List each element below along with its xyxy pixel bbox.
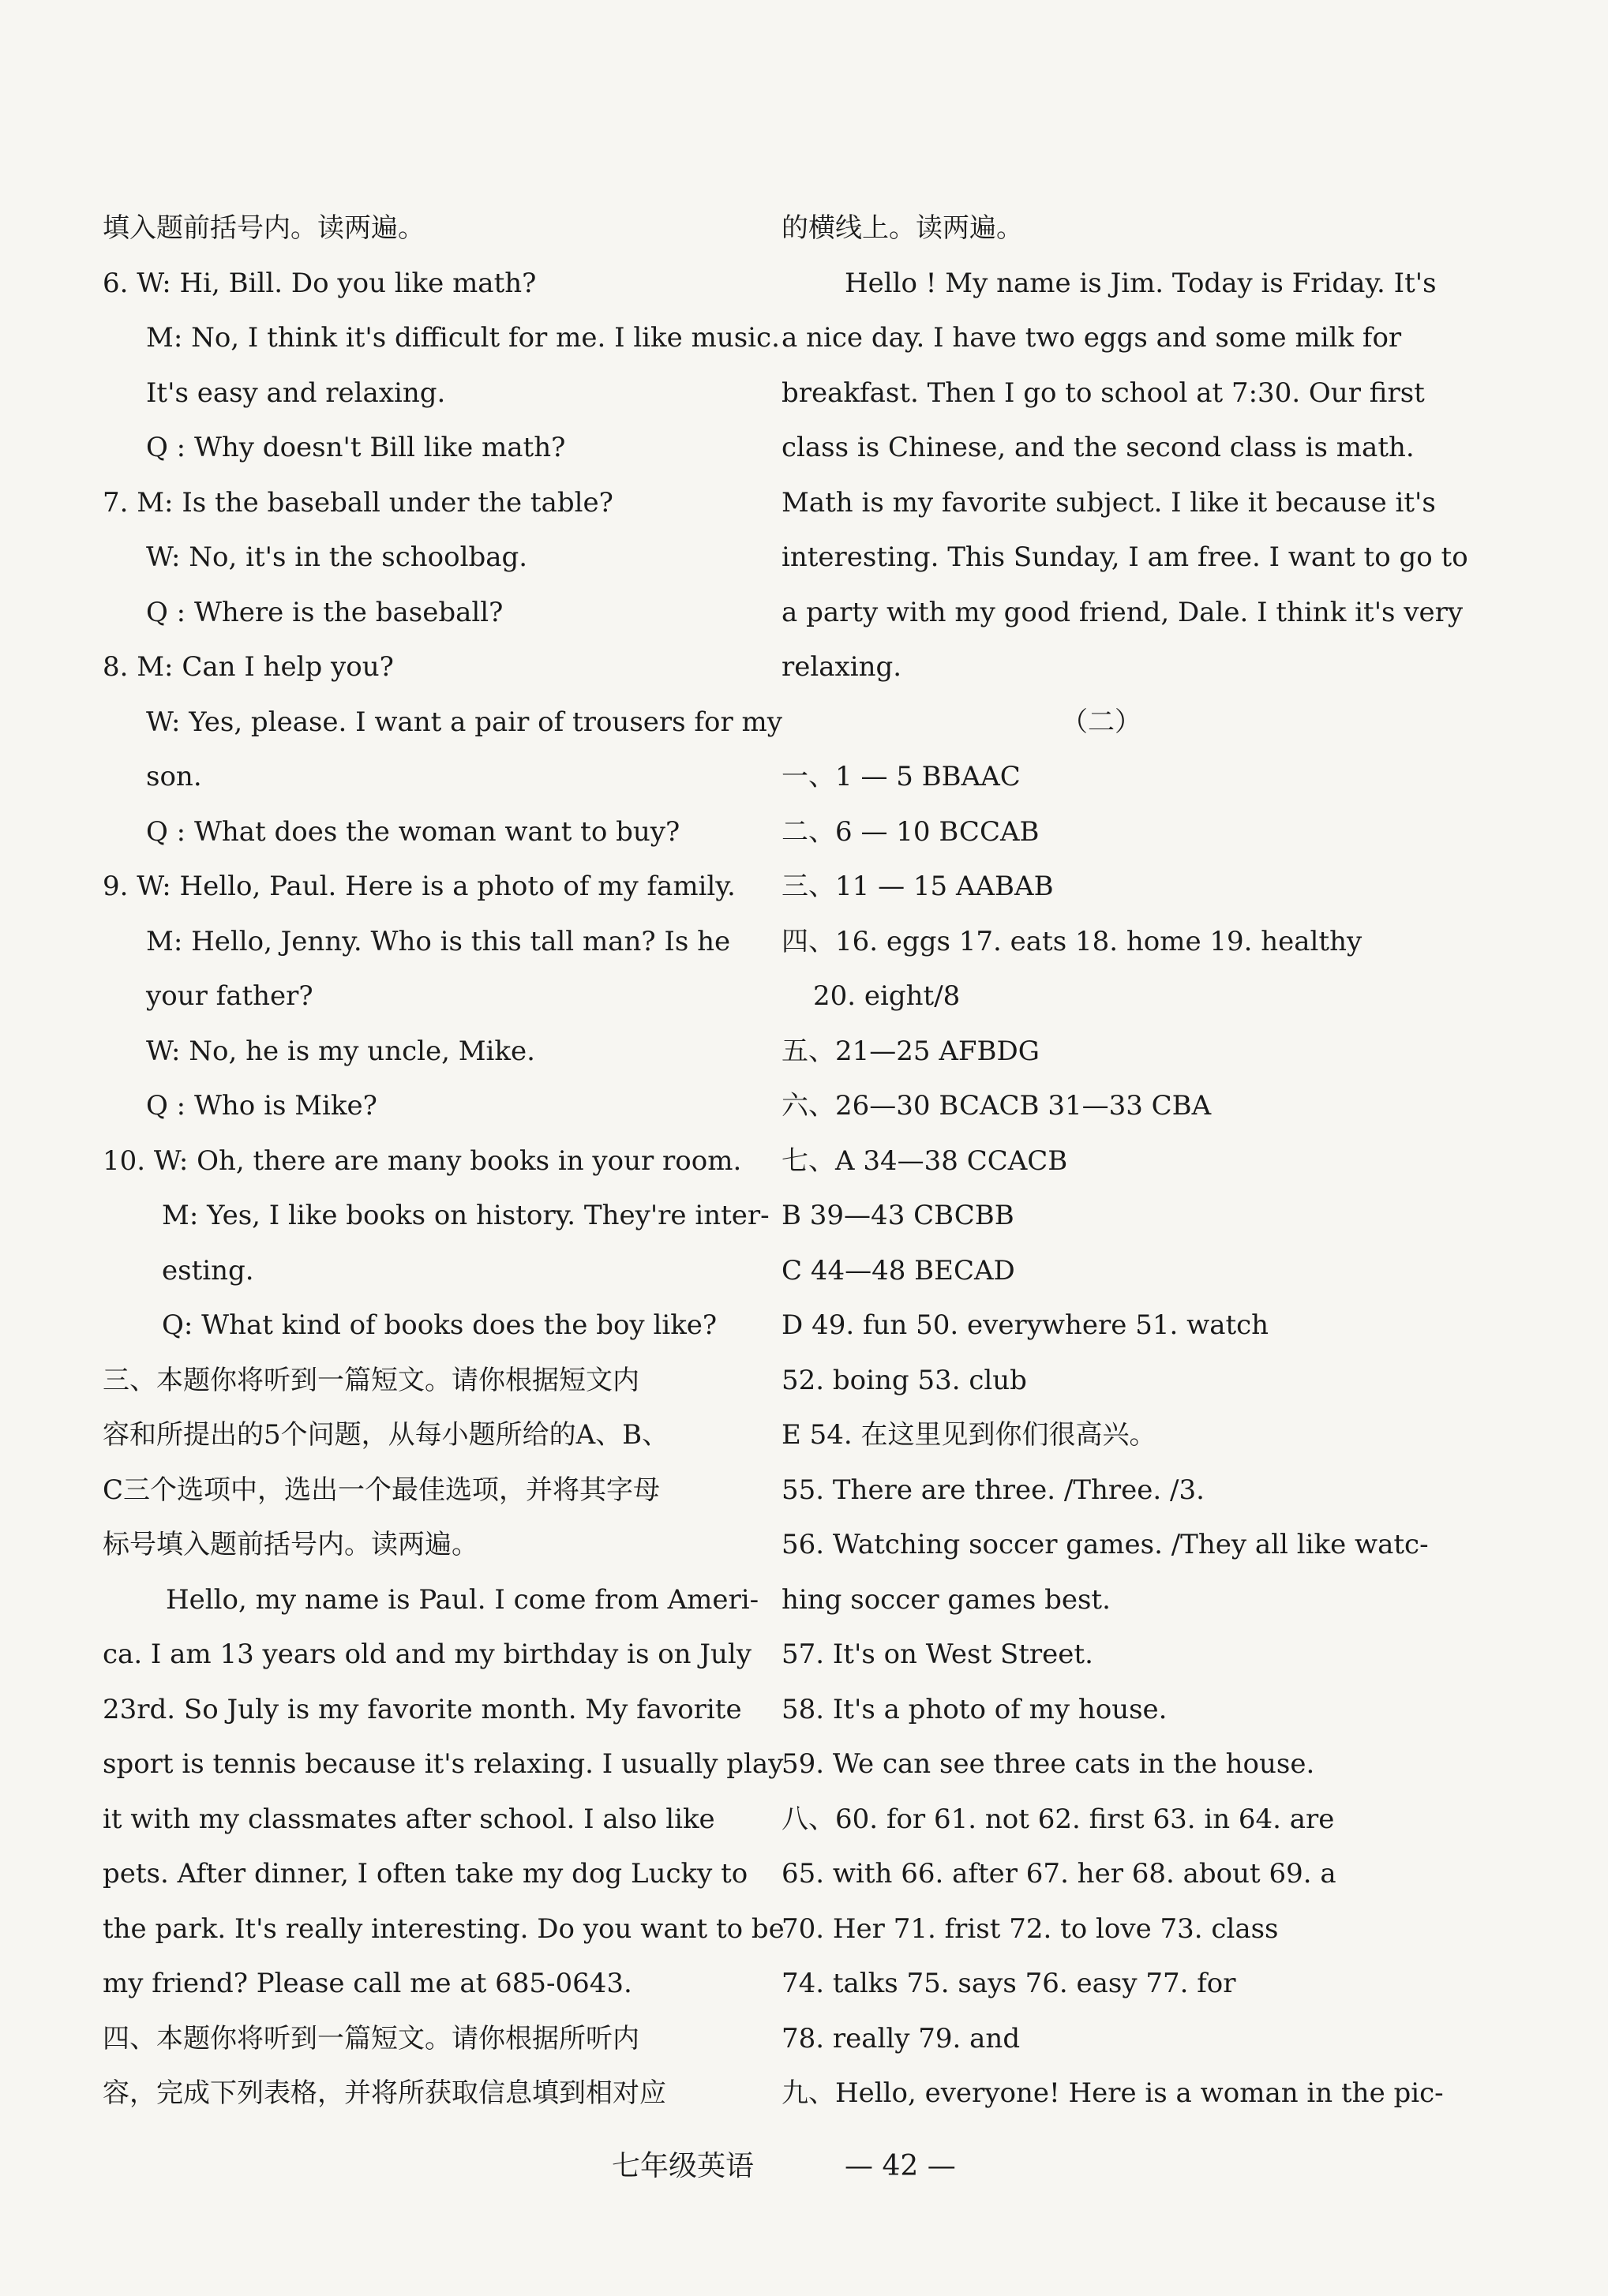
- text-line: Q : Who is Mike?: [146, 1090, 377, 1122]
- text-line: 二、6 — 10 BCCAB: [782, 815, 1040, 848]
- text-line: 52. boing 53. club: [782, 1364, 1027, 1396]
- text-line: pets. After dinner, I often take my dog Lucky to: [103, 1858, 748, 1890]
- text-line: 五、21—25 AFBDG: [782, 1035, 1040, 1067]
- text-line: D 49. fun 50. everywhere 51. watch: [782, 1309, 1269, 1341]
- text-line: class is Chinese, and the second class is math.: [782, 432, 1415, 463]
- text-line: 10. W: Oh, there are many books in your room.: [103, 1144, 742, 1177]
- text-line: 70. Her 71. frist 72. to love 73. class: [782, 1912, 1279, 1945]
- text-line: 三、本题你将听到一篇短文。请你根据短文内: [103, 1364, 639, 1396]
- text-line: 55. There are three. /Three. /3.: [782, 1474, 1205, 1506]
- text-line: W: No, it's in the schoolbag.: [146, 541, 528, 573]
- text-line: breakfast. Then I go to school at 7:30. Our first: [782, 376, 1425, 409]
- text-line: Q: What kind of books does the boy like?: [162, 1309, 718, 1341]
- text-line: Q : Where is the baseball?: [146, 596, 504, 628]
- text-line: ca. I am 13 years old and my birthday is on July: [103, 1639, 752, 1670]
- text-line: a nice day. I have two eggs and some milk for: [782, 322, 1402, 354]
- text-line: 65. with 66. after 67. her 68. about 69. a: [782, 1858, 1336, 1890]
- text-line: Hello ! My name is Jim. Today is Friday. It's: [845, 267, 1437, 299]
- text-line: Hello, my name is Paul. I come from Ameri-: [166, 1583, 759, 1616]
- text-line: 七、A 34—38 CCACB: [782, 1144, 1068, 1177]
- text-line: 九、Hello, everyone! Here is a woman in the pic-: [782, 2077, 1444, 2109]
- text-line: a party with my good friend, Dale. I think it's very: [782, 596, 1464, 628]
- text-line: 23rd. So July is my favorite month. My favorite: [103, 1693, 742, 1725]
- text-line: 59. We can see three cats in the house.: [782, 1748, 1315, 1780]
- text-line: my friend? Please call me at 685-0643.: [103, 1968, 632, 1999]
- text-line: 7. M: Is the baseball under the table?: [103, 486, 613, 519]
- text-line: B 39—43 CBCBB: [782, 1200, 1014, 1231]
- text-line: Q : What does the woman want to buy?: [146, 815, 680, 848]
- text-line: 56. Watching soccer games. /They all like watc-: [782, 1529, 1429, 1560]
- text-line: 容和所提出的5个问题，从每小题所给的A、B、: [103, 1419, 669, 1451]
- text-line: son.: [146, 761, 202, 792]
- text-line: 20. eight/8: [813, 980, 961, 1012]
- text-line: interesting. This Sunday, I am free. I want to go to: [782, 541, 1468, 573]
- text-line: hing soccer games best.: [782, 1583, 1111, 1616]
- text-line: 的横线上。读两遍。: [782, 212, 1023, 244]
- text-line: M: Yes, I like books on history. They're inter-: [162, 1200, 770, 1231]
- text-line: 57. It's on West Street.: [782, 1639, 1093, 1670]
- text-line: sport is tennis because it's relaxing. I usually play: [103, 1748, 784, 1780]
- text-line: M: Hello, Jenny. Who is this tall man? Is he: [146, 925, 731, 957]
- text-line: 9. W: Hello, Paul. Here is a photo of my family.: [103, 871, 736, 902]
- text-line: relaxing.: [782, 651, 902, 683]
- text-line: 六、26—30 BCACB 31—33 CBA: [782, 1090, 1212, 1122]
- text-line: the park. It's really interesting. Do you want to be: [103, 1912, 785, 1945]
- text-line: 容，完成下列表格，并将所获取信息填到相对应: [103, 2077, 666, 2109]
- text-line: 标号填入题前括号内。读两遍。: [103, 1529, 478, 1560]
- text-line: your father?: [146, 980, 313, 1012]
- text-line: Q : Why doesn't Bill like math?: [146, 432, 566, 463]
- text-line: M: No, I think it's difficult for me. I like music.: [146, 322, 780, 354]
- text-line: 74. talks 75. says 76. easy 77. for: [782, 1968, 1236, 1999]
- page-number: — 42 —: [845, 2150, 956, 2182]
- text-line: W: Yes, please. I want a pair of trousers for my: [146, 706, 782, 738]
- text-line: W: No, he is my uncle, Mike.: [146, 1035, 535, 1067]
- text-line: 6. W: Hi, Bill. Do you like math?: [103, 267, 537, 299]
- text-line: C三个选项中，选出一个最佳选项，并将其字母: [103, 1474, 661, 1506]
- footer-subject: 七年级英语: [612, 2150, 755, 2182]
- text-line: 一、1 — 5 BBAAC: [782, 761, 1021, 792]
- text-line: （二）: [1061, 706, 1141, 738]
- text-line: E 54. 在这里见到你们很高兴。: [782, 1419, 1156, 1451]
- page-footer: [0, 2143, 1608, 2190]
- left-column: [103, 201, 785, 2122]
- text-line: it with my classmates after school. I also like: [103, 1803, 715, 1835]
- text-line: esting.: [162, 1254, 254, 1287]
- text-line: 四、16. eggs 17. eats 18. home 19. healthy: [782, 925, 1362, 957]
- text-line: It's easy and relaxing.: [146, 376, 446, 409]
- text-line: 8. M: Can I help you?: [103, 651, 394, 683]
- text-line: 八、60. for 61. not 62. first 63. in 64. are: [782, 1803, 1335, 1835]
- text-line: Math is my favorite subject. I like it because it's: [782, 486, 1436, 519]
- text-line: 78. really 79. and: [782, 2022, 1021, 2054]
- text-line: 四、本题你将听到一篇短文。请你根据所听内: [103, 2022, 639, 2054]
- text-line: 三、11 — 15 AABAB: [782, 871, 1054, 902]
- text-line: C 44—48 BECAD: [782, 1254, 1015, 1287]
- text-line: 填入题前括号内。读两遍。: [103, 212, 425, 244]
- text-line: 58. It's a photo of my house.: [782, 1693, 1168, 1725]
- right-column: [782, 201, 1468, 2122]
